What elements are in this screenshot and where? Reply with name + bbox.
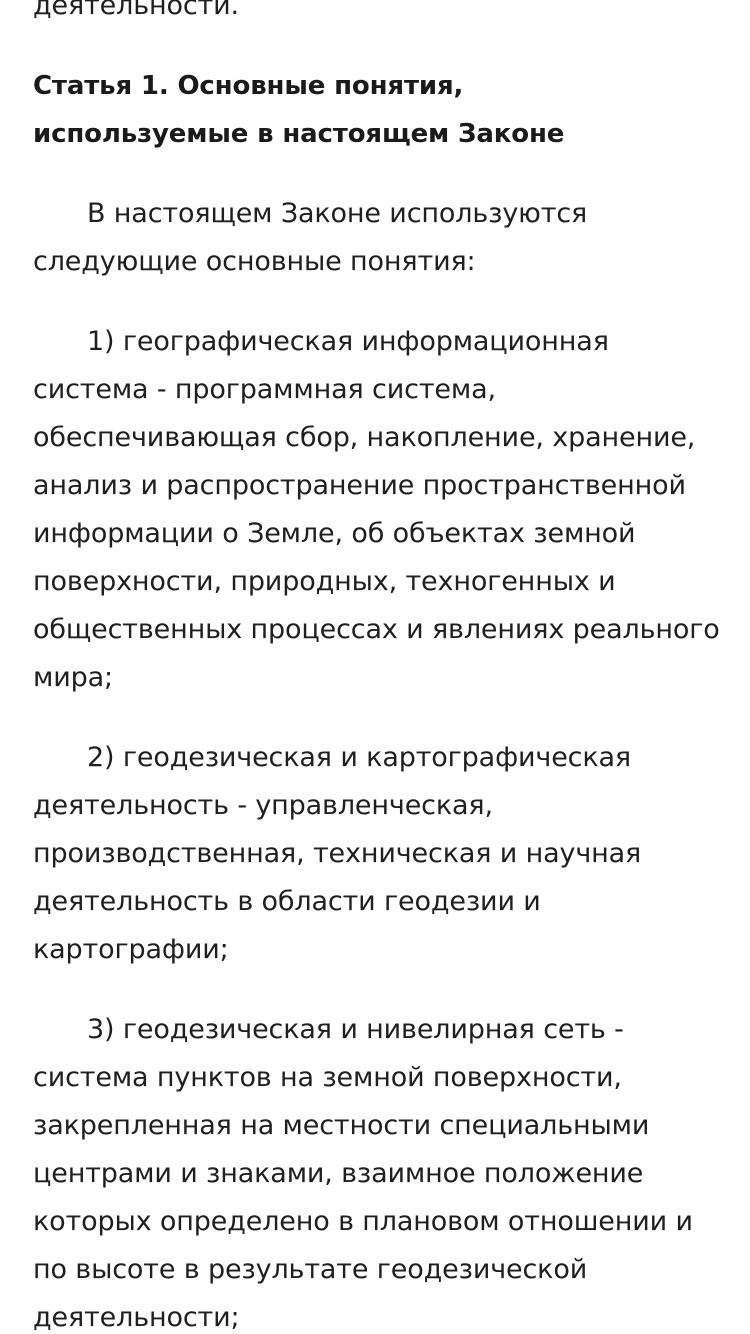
- article-title-line-1: Статья 1. Основные понятия,: [33, 71, 464, 101]
- previous-paragraph-fragment: деятельности.: [33, 0, 239, 21]
- article-title: [33, 62, 723, 158]
- article-intro: В настоящем Законе используются следующие основные понятия:: [33, 198, 588, 277]
- document-content: [33, 0, 723, 1334]
- definition-item-3: 3) геодезическая и нивелирная сеть - система пунктов на земной поверхности, закрепленная на местности специальными центрами и знаками, взаимное положение которых определено в плановом отношении и по высоте в результате геодезической деятельности;: [33, 1014, 693, 1333]
- definition-item-2: 2) геодезическая и картографическая деятельность - управленческая, производственная, техническая и научная деятельность в области геодезии и картографии;: [33, 742, 642, 965]
- article-title-line-2: используемые в настоящем Законе: [33, 119, 565, 149]
- definition-item-1: 1) географическая информационная система - программная система, обеспечивающая сбор, накопление, хранение, анализ и распространение пространственной информации о Земле, об объектах земной поверхности, природных, техногенных и общественных процессах и явлениях реального мира;: [33, 326, 720, 693]
